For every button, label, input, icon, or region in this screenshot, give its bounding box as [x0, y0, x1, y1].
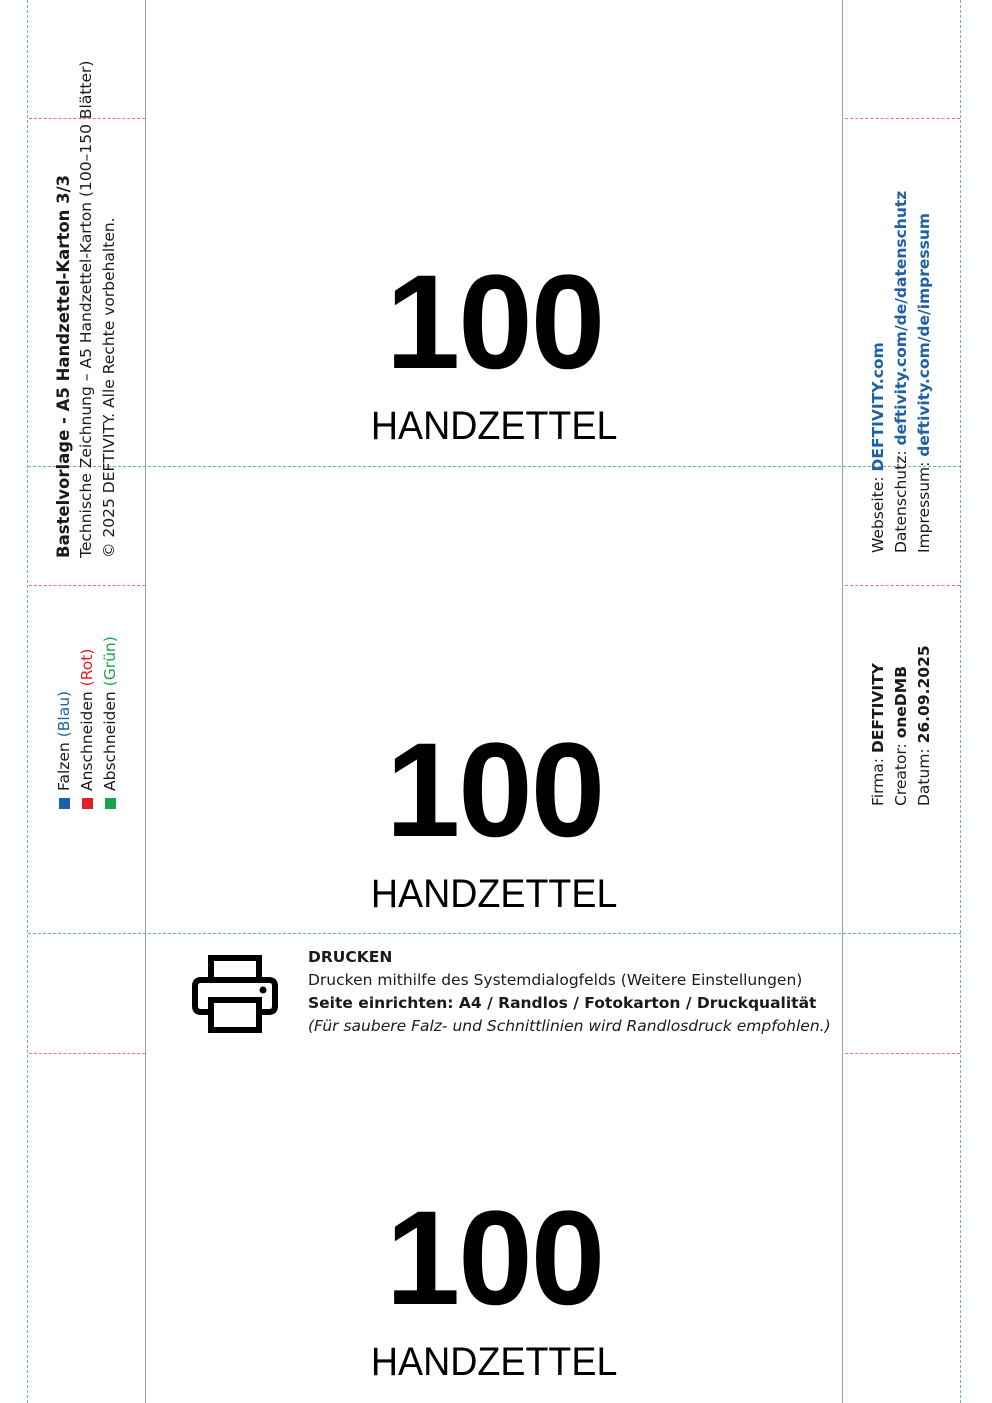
company-value: DEFTIVITY [869, 663, 887, 754]
cut-line-right-2 [845, 585, 960, 586]
count-label: HANDZETTEL [371, 872, 618, 916]
red-square-icon [82, 798, 93, 809]
print-line-1: Drucken mithilfe des Systemdialogfelds (Weitere Einstellungen) [308, 971, 803, 989]
count-number: 100 [385, 716, 604, 865]
privacy-link[interactable]: deftivity.com/de/datenschutz [892, 190, 910, 446]
green-square-icon [105, 798, 116, 809]
company-line: Firma: DEFTIVITY [869, 663, 887, 806]
cut-line-left-3 [29, 1053, 145, 1054]
creator-line: Creator: oneDMB [892, 665, 910, 806]
cut-line-left-2 [29, 585, 145, 586]
cut-line-right-3 [845, 1053, 960, 1054]
label-panel-1 [146, 248, 843, 448]
template-subtitle: Technische Zeichnung – A5 Handzettel-Karton (100–150 Blätter) [77, 60, 95, 558]
right-meta-block [867, 645, 936, 806]
count-number: 100 [385, 248, 604, 397]
label-panel-3 [146, 1184, 843, 1384]
trim-line-horizontal-1 [28, 466, 961, 467]
count-number: 100 [385, 1184, 604, 1333]
right-links-block [867, 191, 936, 553]
imprint-line: Impressum: deftivity.com/de/impressum [915, 212, 933, 553]
print-heading: DRUCKEN [308, 948, 393, 966]
label-panel-2 [146, 716, 843, 916]
date-line: Datum: 26.09.2025 [915, 645, 933, 806]
printer-icon [191, 954, 279, 1034]
print-instructions [308, 946, 831, 1038]
cut-line-right-1 [845, 118, 960, 119]
legend-item-fold: Falzen (Blau) [53, 636, 76, 809]
website-link[interactable]: DEFTIVITY.com [869, 342, 887, 472]
print-line-3: (Für saubere Falz- und Schnittlinien wird Randlosdruck empfohlen.) [308, 1017, 831, 1035]
template-title: Bastelvorlage - A5 Handzettel-Karton 3/3 [54, 174, 73, 558]
copyright-notice: © 2025 DEFTIVITY. Alle Rechte vorbehalten. [100, 217, 118, 558]
blue-square-icon [59, 798, 70, 809]
privacy-line: Datenschutz: deftivity.com/de/datenschutz [892, 190, 910, 553]
legend [53, 636, 122, 809]
print-line-2: Seite einrichten: A4 / Randlos / Fotokarton / Druckqualität [308, 994, 817, 1012]
legend-item-cut: Anschneiden (Rot) [76, 636, 99, 809]
trim-line-right [960, 0, 961, 1403]
website-line: Webseite: DEFTIVITY.com [869, 342, 887, 553]
count-label: HANDZETTEL [371, 404, 618, 448]
date-value: 26.09.2025 [915, 645, 933, 744]
imprint-link[interactable]: deftivity.com/de/impressum [915, 212, 933, 457]
creator-value: oneDMB [892, 665, 910, 739]
legend-item-trim: Abschneiden (Grün) [99, 636, 122, 809]
count-label: HANDZETTEL [371, 1340, 618, 1384]
left-info-block [52, 61, 121, 558]
trim-line-left [27, 0, 28, 1403]
trim-line-horizontal-2 [28, 933, 961, 934]
